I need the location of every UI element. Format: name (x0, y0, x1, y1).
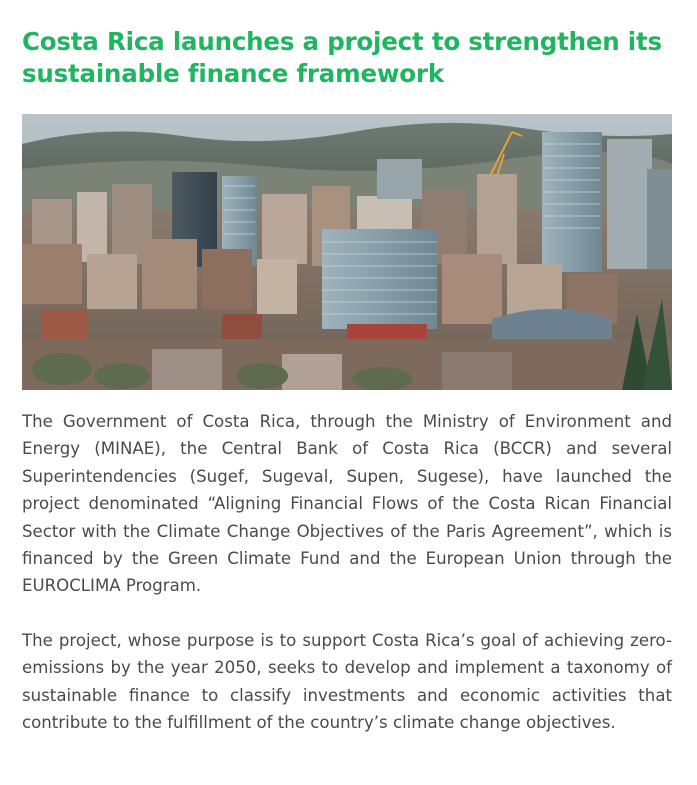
article-headline: Costa Rica launches a project to strengthen its sustainable finance framework (22, 27, 662, 88)
article-paragraph-1: The Government of Costa Rica, through the Ministry of Environment and Energy (MINAE), the Central Bank of Costa Rica (BCCR) and several Superintendencies (Sugef, Sugeval, Supen, Sugese), have launched the project denominated “Aligning Financial Flows of the Costa Rican Financial Sector with the Climate Change Objectives of the Paris Agreement”, which is financed by the Green Climate Fund and the European Union through the EUROCLIMA Program. (22, 412, 672, 596)
city-skyline-photo (22, 114, 672, 390)
article (22, 0, 672, 736)
article-paragraph-2: The project, whose purpose is to support Costa Rica’s goal of achieving zero-emissions by the year 2050, seeks to develop and implement a taxonomy of sustainable finance to classify investments and economic activities that contribute to the fulfillment of the country’s climate change objectives. (22, 630, 672, 733)
